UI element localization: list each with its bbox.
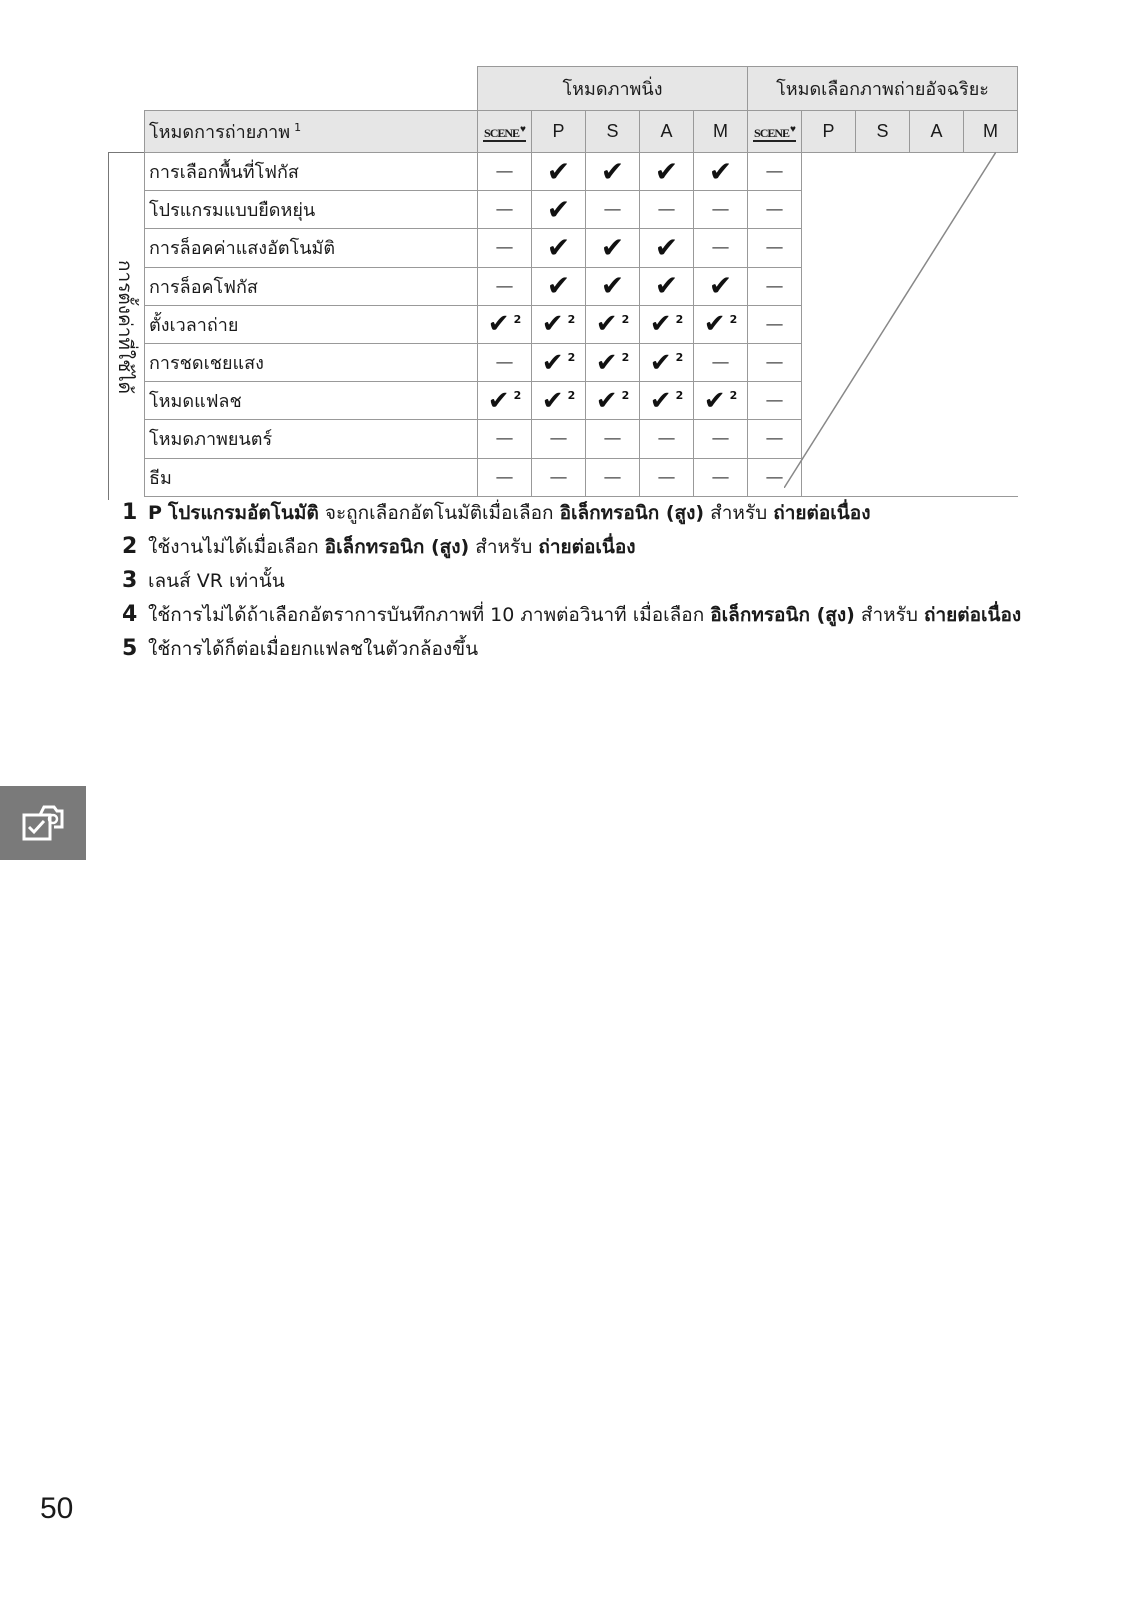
availability-cell — [478, 153, 532, 191]
smart-mode-s-header: S — [856, 111, 910, 153]
footnote-ref: 2 — [567, 350, 576, 364]
smart-mode-a-header: A — [910, 111, 964, 153]
availability-cell — [478, 343, 532, 381]
availability-cell — [586, 343, 640, 381]
check-mark: ✔ $^2$ — [649, 385, 684, 416]
dash: — — [603, 199, 622, 221]
check-mark: ✔ — [708, 154, 733, 188]
dash: — — [603, 428, 622, 450]
dash: — — [711, 237, 730, 259]
row-label: โหมดแฟลช — [145, 382, 478, 420]
footnote-ref: 2 — [513, 312, 522, 326]
scene-icon: SCENE ♥ — [483, 123, 526, 142]
availability-cell — [586, 191, 640, 229]
availability-cell — [532, 267, 586, 305]
mode-p-header: P — [532, 111, 586, 153]
availability-cell — [532, 458, 586, 496]
availability-cell — [694, 267, 748, 305]
footnote-2: 2 ใช้งานไม่ได้เมื่อเลือก อิเล็กทรอนิก (สูง) สำหรับ ถ่ายต่อเนื่อง — [122, 534, 636, 559]
check-mark: ✔ $^2$ — [649, 347, 684, 378]
check-mark: ✔ $^2$ — [541, 347, 576, 378]
dash: — — [711, 466, 730, 488]
check-mark: ✔ $^2$ — [541, 309, 576, 340]
availability-cell — [532, 153, 586, 191]
footnote-ref: 2 — [675, 350, 684, 364]
mode-s-header: S — [586, 111, 640, 153]
availability-cell — [640, 458, 694, 496]
scene-mode-header — [478, 111, 532, 153]
shooting-mode-label: โหมดการถ่ายภาพ $^1$ — [145, 111, 478, 153]
dash: — — [711, 199, 730, 221]
dash: — — [711, 352, 730, 374]
check-mark: ✔ — [600, 269, 625, 303]
row-label: ธีม — [145, 458, 478, 496]
footnote-ref: 2 — [567, 389, 576, 403]
footnote-ref: 2 — [675, 312, 684, 326]
availability-cell — [694, 229, 748, 267]
availability-cell — [478, 267, 532, 305]
check-mark: ✔ — [600, 230, 625, 264]
footnote-ref: 2 — [513, 389, 522, 403]
check-mark: ✔ — [654, 269, 679, 303]
availability-cell — [694, 382, 748, 420]
row-label: โหมดภาพยนตร์ — [145, 420, 478, 458]
availability-cell — [478, 420, 532, 458]
dash: — — [765, 199, 784, 221]
check-mark: ✔ — [708, 269, 733, 303]
footnote-ref: 2 — [729, 312, 738, 326]
dash: — — [495, 275, 514, 297]
footnote-ref: 2 — [729, 389, 738, 403]
availability-cell — [640, 305, 694, 343]
smart-scene-mode-header — [748, 111, 802, 153]
dash: — — [549, 466, 568, 488]
footnote-4: 4 ใช้การไม่ได้ถ้าเลือกอัตราการบันทึกภาพที่ 10 ภาพต่อวินาที เมื่อเลือก อิเล็กทรอนิก (สูง) สำหรับ ถ่ายต่อเนื่อง — [122, 602, 1022, 627]
dash: — — [495, 199, 514, 221]
footnote-ref: 2 — [567, 312, 576, 326]
availability-cell — [640, 153, 694, 191]
row-label: การล็อคโฟกัส — [145, 267, 478, 305]
dash: — — [603, 466, 622, 488]
dash: — — [765, 275, 784, 297]
dash: — — [549, 428, 568, 450]
check-mark: ✔ $^2$ — [595, 385, 630, 416]
dash: — — [495, 466, 514, 488]
dash: — — [711, 428, 730, 450]
dash: — — [657, 466, 676, 488]
availability-cell — [532, 420, 586, 458]
check-mark: ✔ — [546, 230, 571, 264]
dash: — — [657, 428, 676, 450]
dash: — — [657, 199, 676, 221]
check-mark: ✔ $^2$ — [703, 309, 738, 340]
check-mark: ✔ — [546, 269, 571, 303]
smart-mode-m-header: M — [964, 111, 1018, 153]
check-mark: ✔ $^2$ — [487, 385, 522, 416]
availability-cell — [532, 191, 586, 229]
dash: — — [765, 161, 784, 183]
check-mark: ✔ — [654, 154, 679, 188]
availability-cell — [694, 153, 748, 191]
availability-cell — [586, 458, 640, 496]
row-label: การเลือกพื้นที่โฟกัส — [145, 153, 478, 191]
availability-cell — [694, 305, 748, 343]
dash: — — [495, 352, 514, 374]
row-label: ตั้งเวลาถ่าย — [145, 305, 478, 343]
check-mark: ✔ $^2$ — [487, 309, 522, 340]
blank-corner — [145, 67, 478, 111]
footnote-3: 3 เลนส์ VR เท่านั้น — [122, 568, 285, 593]
check-mark: ✔ — [654, 230, 679, 264]
side-label — [110, 152, 140, 502]
camera-check-icon — [22, 803, 64, 843]
availability-cell — [586, 305, 640, 343]
smart-mode-p-header: P — [802, 111, 856, 153]
mode-a-header: A — [640, 111, 694, 153]
availability-cell — [478, 458, 532, 496]
dash: — — [765, 313, 784, 335]
availability-cell — [478, 382, 532, 420]
availability-cell — [586, 267, 640, 305]
footnote-1: 1 P โปรแกรมอัตโนมัติ จะถูกเลือกอัตโนมัติเมื่อเลือก อิเล็กทรอนิก (สูง) สำหรับ ถ่ายต่อเนื่อง — [122, 500, 871, 525]
mode-header-row — [145, 111, 1018, 153]
footnote-ref: 2 — [621, 312, 630, 326]
availability-cell — [532, 382, 586, 420]
availability-cell — [586, 153, 640, 191]
footnote-ref: 2 — [621, 350, 630, 364]
availability-cell — [694, 458, 748, 496]
availability-cell — [640, 267, 694, 305]
dash: — — [765, 466, 784, 488]
availability-cell — [640, 420, 694, 458]
check-mark: ✔ $^2$ — [595, 309, 630, 340]
mode-m-header: M — [694, 111, 748, 153]
dash: — — [765, 237, 784, 259]
footnotes — [122, 496, 1021, 666]
dash: — — [495, 161, 514, 183]
dash: — — [765, 352, 784, 374]
availability-cell — [586, 420, 640, 458]
check-mark: ✔ $^2$ — [541, 385, 576, 416]
footnote-ref: 2 — [621, 389, 630, 403]
row-label: การล็อคค่าแสงอัตโนมัติ — [145, 229, 478, 267]
group-header-row — [145, 67, 1018, 111]
footnote-5: 5 ใช้การได้ก็ต่อเมื่อยกแฟลชในตัวกล้องขึ้น — [122, 636, 479, 661]
availability-cell — [478, 229, 532, 267]
dash: — — [765, 428, 784, 450]
footnote-ref: 2 — [675, 389, 684, 403]
check-mark: ✔ — [600, 154, 625, 188]
scene-icon: SCENE ♥ — [753, 123, 796, 142]
group-header-smart: โหมดเลือกภาพถ่ายอัจฉริยะ — [748, 67, 1018, 111]
not-applicable-diagonal — [784, 152, 996, 488]
availability-cell — [532, 343, 586, 381]
availability-cell — [694, 343, 748, 381]
check-mark: ✔ — [546, 154, 571, 188]
availability-cell — [694, 191, 748, 229]
check-mark: ✔ $^2$ — [703, 385, 738, 416]
availability-cell — [532, 229, 586, 267]
section-tab[interactable] — [0, 786, 86, 860]
page-number: 50 — [40, 1492, 74, 1525]
footnote-ref: 1 — [294, 121, 302, 134]
availability-cell — [586, 229, 640, 267]
check-mark: ✔ — [546, 192, 571, 226]
availability-cell — [532, 305, 586, 343]
dash: — — [495, 428, 514, 450]
availability-cell — [640, 382, 694, 420]
availability-cell — [640, 229, 694, 267]
availability-cell — [478, 191, 532, 229]
row-label: โปรแกรมแบบยืดหยุ่น — [145, 191, 478, 229]
check-mark: ✔ $^2$ — [649, 309, 684, 340]
availability-cell — [694, 420, 748, 458]
availability-cell — [640, 191, 694, 229]
group-header-still: โหมดภาพนิ่ง — [478, 67, 748, 111]
dash: — — [495, 237, 514, 259]
check-mark: ✔ $^2$ — [595, 347, 630, 378]
dash: — — [765, 390, 784, 412]
availability-cell — [586, 382, 640, 420]
row-label: การชดเชยแสง — [145, 343, 478, 381]
availability-cell — [478, 305, 532, 343]
side-label-text: การตั้งค่าที่ใช้ได้ — [114, 260, 136, 394]
availability-cell — [640, 343, 694, 381]
